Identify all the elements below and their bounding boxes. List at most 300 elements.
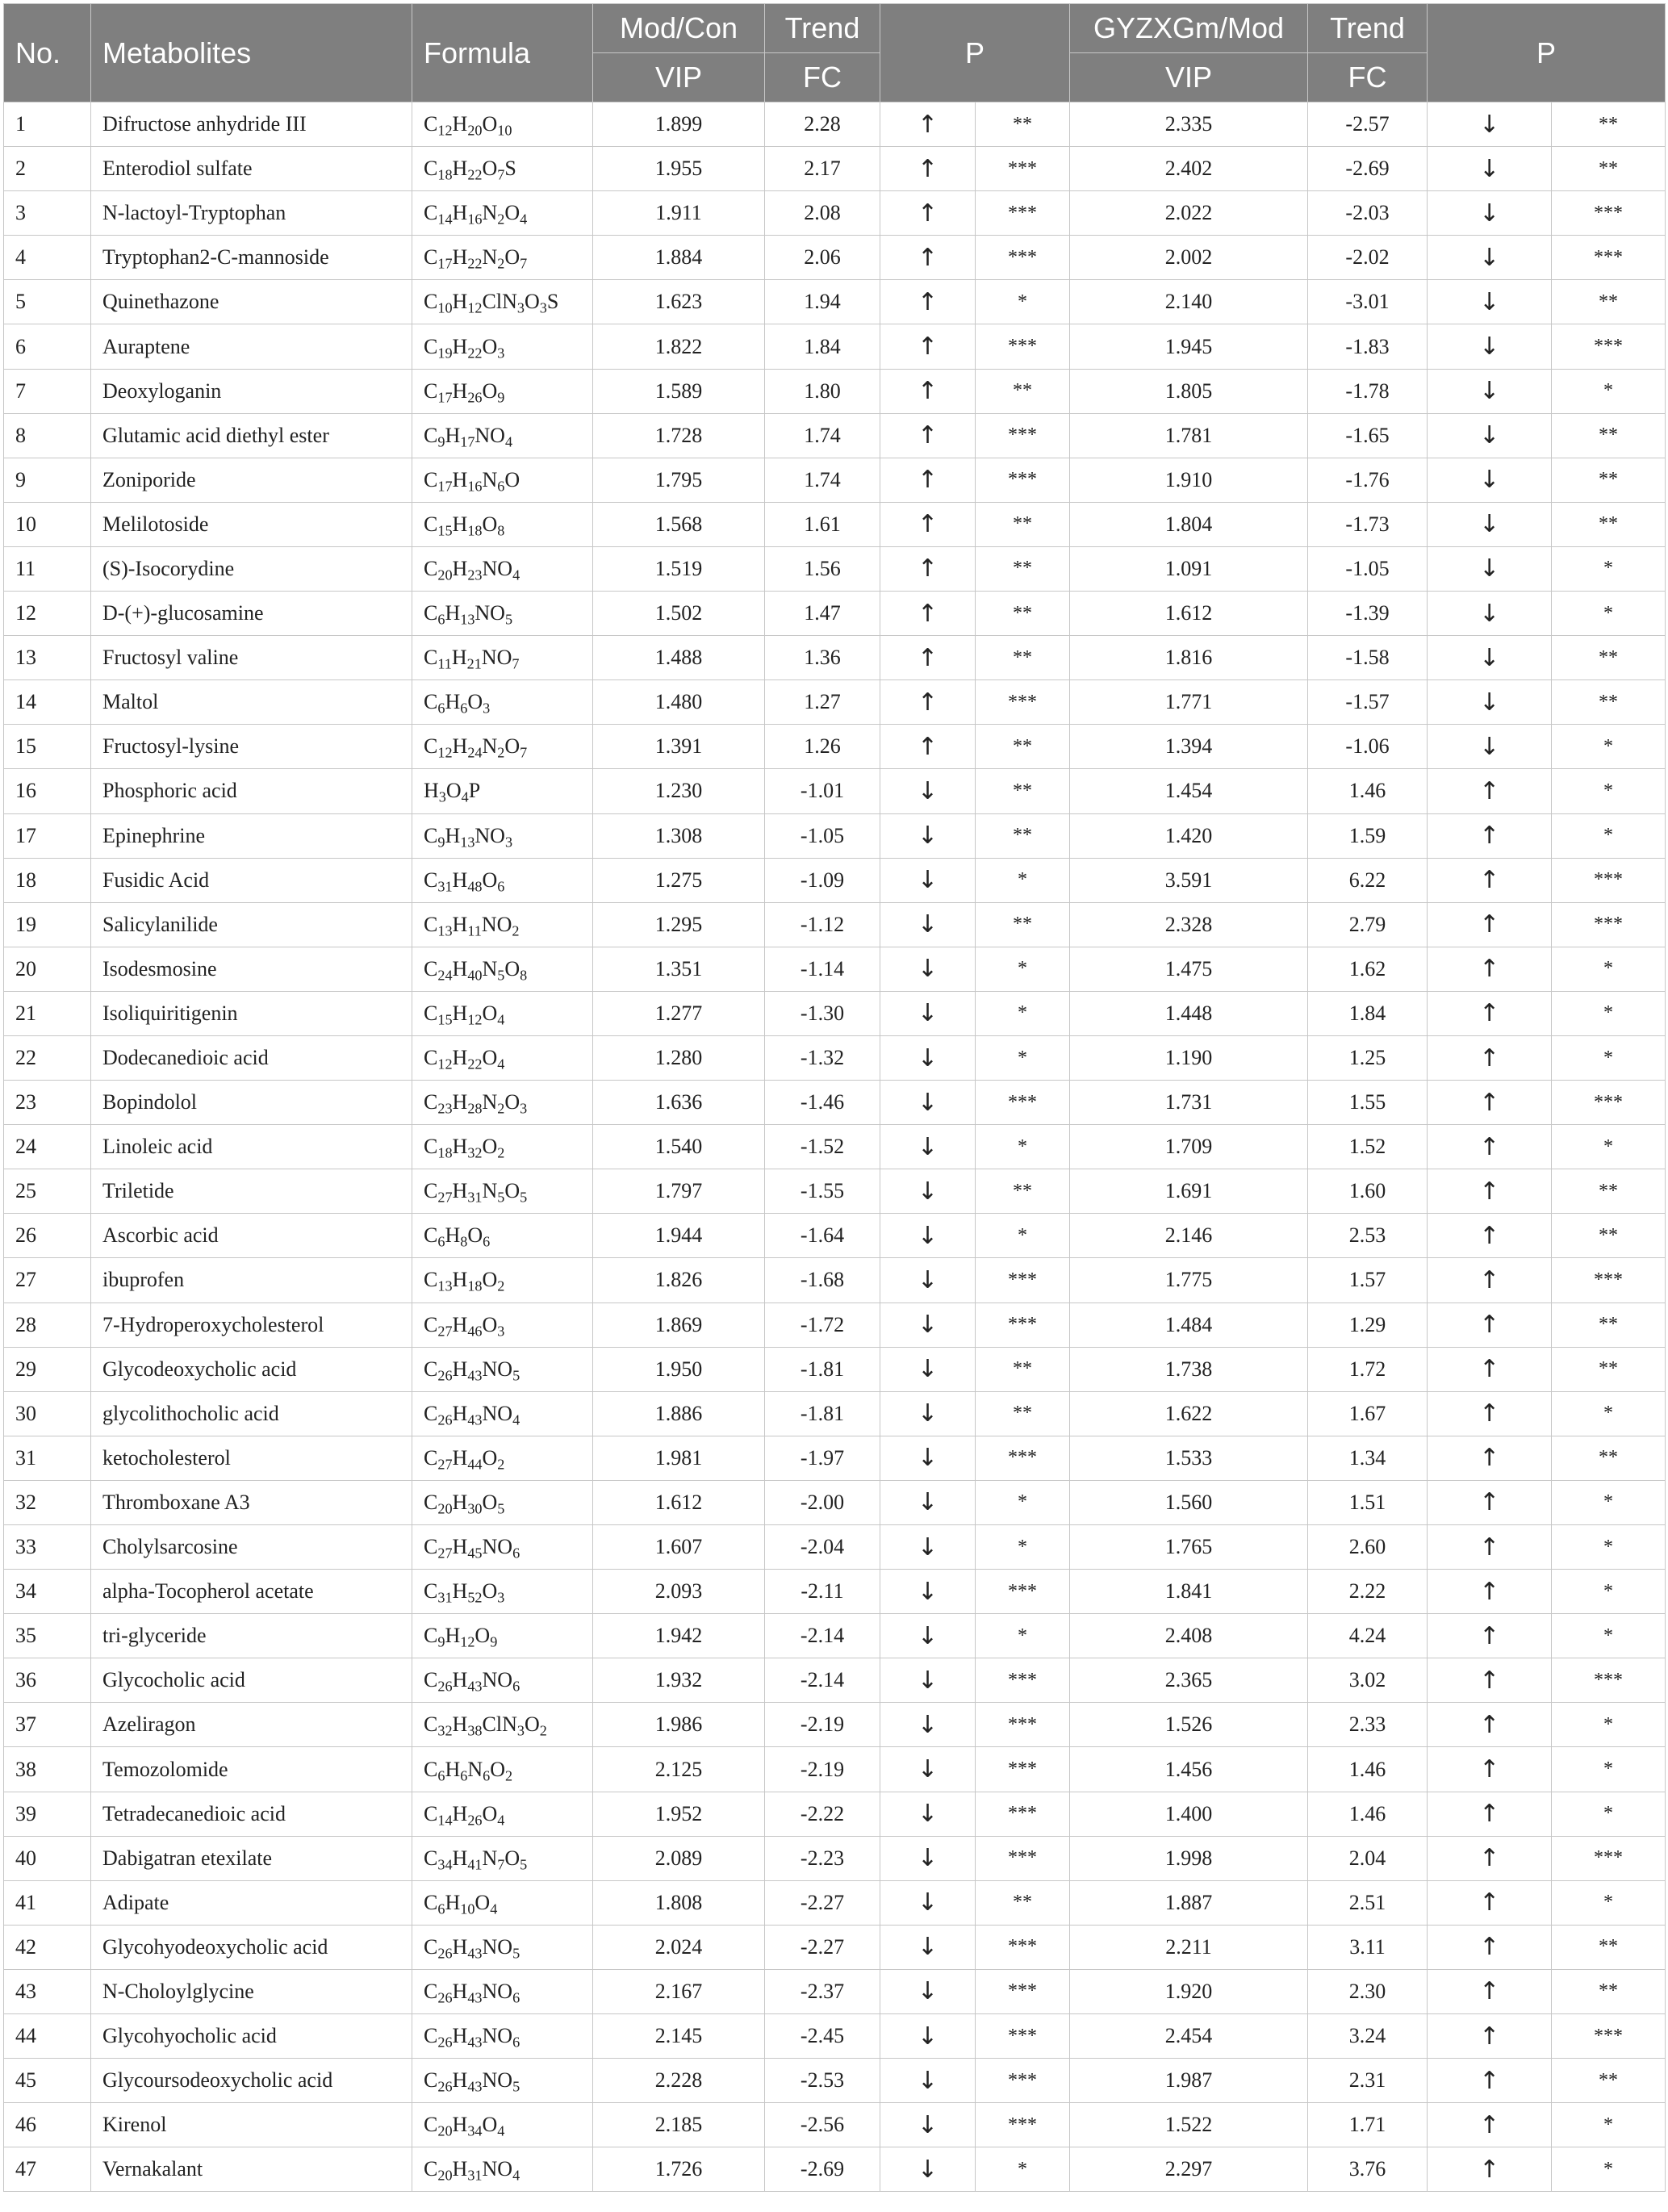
cell-no: 10 [4, 502, 91, 546]
cell-vip-gyzxgm-mod: 1.887 [1070, 1880, 1308, 1925]
cell-fc-mod-con: -1.46 [765, 1081, 880, 1125]
cell-trend-mod-con: ↓ [880, 1480, 976, 1524]
cell-vip-mod-con: 1.280 [593, 1035, 765, 1080]
cell-vip-mod-con: 2.089 [593, 1836, 765, 1880]
cell-p-gyzxgm-mod: ** [1552, 680, 1666, 725]
cell-formula: $C_9H_{13}NO_3$ [412, 813, 593, 858]
cell-trend-mod-con: ↑ [880, 636, 976, 680]
cell-formula: $C_{15}H_{18}O_8$ [412, 502, 593, 546]
cell-trend-gyzxgm-mod: ↑ [1428, 1169, 1552, 1214]
cell-metabolite-name: Linoleic acid [91, 1125, 412, 1169]
cell-fc-gyzxgm-mod: 1.55 [1308, 1081, 1428, 1125]
cell-metabolite-name: Ascorbic acid [91, 1214, 412, 1258]
cell-p-mod-con: *** [976, 1081, 1070, 1125]
cell-fc-mod-con: 1.27 [765, 680, 880, 725]
cell-p-gyzxgm-mod: ** [1552, 1347, 1666, 1391]
cell-formula: $C_{24}H_{40}N_5O_8$ [412, 947, 593, 991]
table-row [4, 413, 1666, 458]
cell-vip-gyzxgm-mod: 1.771 [1070, 680, 1308, 725]
cell-p-mod-con: ** [976, 769, 1070, 813]
cell-no: 6 [4, 324, 91, 369]
cell-fc-mod-con: -2.11 [765, 1570, 880, 1614]
cell-p-gyzxgm-mod: ** [1552, 1925, 1666, 1969]
cell-trend-mod-con: ↓ [880, 1436, 976, 1480]
cell-trend-gyzxgm-mod: ↓ [1428, 324, 1552, 369]
cell-no: 18 [4, 858, 91, 902]
cell-fc-gyzxgm-mod: 1.25 [1308, 1035, 1428, 1080]
cell-formula: $C_{17}H_{22}N_2O_7$ [412, 236, 593, 280]
cell-vip-gyzxgm-mod: 1.738 [1070, 1347, 1308, 1391]
cell-trend-mod-con: ↓ [880, 1658, 976, 1703]
cell-fc-mod-con: 1.74 [765, 413, 880, 458]
cell-metabolite-name: ketocholesterol [91, 1436, 412, 1480]
cell-trend-gyzxgm-mod: ↓ [1428, 458, 1552, 502]
cell-fc-mod-con: 1.84 [765, 324, 880, 369]
cell-metabolite-name: Bopindolol [91, 1081, 412, 1125]
cell-trend-gyzxgm-mod: ↓ [1428, 236, 1552, 280]
cell-vip-mod-con: 1.351 [593, 947, 765, 991]
cell-p-gyzxgm-mod: * [1552, 369, 1666, 413]
cell-p-mod-con: *** [976, 1836, 1070, 1880]
table-row [4, 1303, 1666, 1347]
cell-fc-gyzxgm-mod: 3.02 [1308, 1658, 1428, 1703]
cell-fc-mod-con: -1.30 [765, 991, 880, 1035]
cell-fc-gyzxgm-mod: 2.30 [1308, 1969, 1428, 2013]
cell-vip-gyzxgm-mod: 1.526 [1070, 1703, 1308, 1747]
cell-trend-mod-con: ↑ [880, 725, 976, 769]
cell-formula: $C_6H_{13}NO_5$ [412, 592, 593, 636]
cell-vip-mod-con: 1.568 [593, 502, 765, 546]
cell-fc-mod-con: 2.17 [765, 147, 880, 191]
cell-fc-gyzxgm-mod: 1.29 [1308, 1303, 1428, 1347]
cell-vip-mod-con: 1.295 [593, 902, 765, 947]
cell-vip-gyzxgm-mod: 1.709 [1070, 1125, 1308, 1169]
cell-no: 9 [4, 458, 91, 502]
cell-metabolite-name: alpha-Tocopherol acetate [91, 1570, 412, 1614]
cell-p-gyzxgm-mod: ** [1552, 458, 1666, 502]
cell-no: 12 [4, 592, 91, 636]
cell-trend-gyzxgm-mod: ↓ [1428, 680, 1552, 725]
cell-vip-mod-con: 1.502 [593, 592, 765, 636]
cell-fc-mod-con: -2.00 [765, 1480, 880, 1524]
cell-metabolite-name: glycolithocholic acid [91, 1391, 412, 1436]
cell-metabolite-name: Adipate [91, 1880, 412, 1925]
cell-fc-mod-con: -2.45 [765, 2014, 880, 2059]
cell-trend-mod-con: ↑ [880, 236, 976, 280]
cell-fc-mod-con: 1.94 [765, 280, 880, 324]
metabolite-table [3, 3, 1666, 2192]
cell-fc-gyzxgm-mod: -1.65 [1308, 413, 1428, 458]
table-row [4, 680, 1666, 725]
cell-trend-gyzxgm-mod: ↑ [1428, 769, 1552, 813]
cell-trend-gyzxgm-mod: ↑ [1428, 1880, 1552, 1925]
cell-trend-gyzxgm-mod: ↑ [1428, 2014, 1552, 2059]
cell-vip-gyzxgm-mod: 1.987 [1070, 2059, 1308, 2103]
cell-vip-mod-con: 1.607 [593, 1525, 765, 1570]
table-row [4, 1125, 1666, 1169]
cell-fc-mod-con: -2.56 [765, 2103, 880, 2147]
cell-vip-gyzxgm-mod: 1.475 [1070, 947, 1308, 991]
cell-p-gyzxgm-mod: * [1552, 991, 1666, 1035]
cell-formula: $C_{10}H_{12}ClN_3O_3S$ [412, 280, 593, 324]
cell-trend-mod-con: ↓ [880, 813, 976, 858]
cell-formula: $C_6H_8O_6$ [412, 1214, 593, 1258]
cell-vip-mod-con: 1.277 [593, 991, 765, 1035]
cell-fc-mod-con: -1.09 [765, 858, 880, 902]
cell-fc-mod-con: -2.14 [765, 1658, 880, 1703]
cell-trend-mod-con: ↓ [880, 1035, 976, 1080]
cell-metabolite-name: Epinephrine [91, 813, 412, 858]
cell-formula: $C_{20}H_{34}O_4$ [412, 2103, 593, 2147]
table-row [4, 1214, 1666, 1258]
cell-trend-gyzxgm-mod: ↑ [1428, 991, 1552, 1035]
table-row [4, 1792, 1666, 1836]
cell-p-mod-con: *** [976, 1925, 1070, 1969]
cell-vip-gyzxgm-mod: 1.765 [1070, 1525, 1308, 1570]
cell-formula: $C_{26}H_{43}NO_6$ [412, 1658, 593, 1703]
cell-metabolite-name: D-(+)-glucosamine [91, 592, 412, 636]
cell-formula: $C_{26}H_{43}NO_6$ [412, 1969, 593, 2013]
cell-trend-mod-con: ↓ [880, 1570, 976, 1614]
cell-formula: $C_{12}H_{24}N_2O_7$ [412, 725, 593, 769]
cell-metabolite-name: Triletide [91, 1169, 412, 1214]
cell-vip-gyzxgm-mod: 2.002 [1070, 236, 1308, 280]
cell-p-gyzxgm-mod: * [1552, 1570, 1666, 1614]
cell-p-mod-con: * [976, 1480, 1070, 1524]
cell-p-gyzxgm-mod: * [1552, 1480, 1666, 1524]
cell-p-mod-con: *** [976, 1747, 1070, 1792]
cell-trend-mod-con: ↓ [880, 1792, 976, 1836]
cell-vip-mod-con: 1.275 [593, 858, 765, 902]
cell-vip-mod-con: 1.728 [593, 413, 765, 458]
cell-fc-mod-con: -2.37 [765, 1969, 880, 2013]
cell-vip-gyzxgm-mod: 2.140 [1070, 280, 1308, 324]
cell-fc-gyzxgm-mod: 2.22 [1308, 1570, 1428, 1614]
cell-formula: $C_{11}H_{21}NO_7$ [412, 636, 593, 680]
cell-formula: $C_{17}H_{26}O_9$ [412, 369, 593, 413]
cell-p-mod-con: * [976, 280, 1070, 324]
cell-vip-mod-con: 1.911 [593, 191, 765, 236]
cell-fc-mod-con: -1.64 [765, 1214, 880, 1258]
cell-vip-mod-con: 1.797 [593, 1169, 765, 1214]
cell-trend-mod-con: ↓ [880, 1258, 976, 1303]
cell-fc-gyzxgm-mod: 1.46 [1308, 769, 1428, 813]
cell-fc-gyzxgm-mod: 1.71 [1308, 2103, 1428, 2147]
cell-no: 32 [4, 1480, 91, 1524]
cell-p-gyzxgm-mod: ** [1552, 1969, 1666, 2013]
cell-vip-mod-con: 2.167 [593, 1969, 765, 2013]
cell-trend-gyzxgm-mod: ↑ [1428, 1258, 1552, 1303]
cell-formula: $C_{31}H_{48}O_6$ [412, 858, 593, 902]
cell-no: 13 [4, 636, 91, 680]
cell-fc-mod-con: -2.19 [765, 1703, 880, 1747]
cell-metabolite-name: ibuprofen [91, 1258, 412, 1303]
cell-trend-gyzxgm-mod: ↓ [1428, 502, 1552, 546]
cell-fc-mod-con: -2.14 [765, 1614, 880, 1658]
cell-trend-gyzxgm-mod: ↑ [1428, 1125, 1552, 1169]
cell-formula: $C_{14}H_{26}O_4$ [412, 1792, 593, 1836]
table-body [4, 102, 1666, 2192]
cell-vip-gyzxgm-mod: 1.091 [1070, 546, 1308, 591]
cell-p-mod-con: ** [976, 592, 1070, 636]
cell-trend-mod-con: ↑ [880, 546, 976, 591]
cell-fc-mod-con: -1.52 [765, 1125, 880, 1169]
cell-no: 46 [4, 2103, 91, 2147]
cell-metabolite-name: Dodecanedioic acid [91, 1035, 412, 1080]
metabolite-table-container [3, 3, 1665, 2192]
cell-trend-gyzxgm-mod: ↑ [1428, 1747, 1552, 1792]
cell-formula: $C_{27}H_{31}N_5O_5$ [412, 1169, 593, 1214]
cell-trend-mod-con: ↓ [880, 1969, 976, 2013]
cell-p-mod-con: * [976, 947, 1070, 991]
cell-p-mod-con: ** [976, 1391, 1070, 1436]
cell-formula: $C_{27}H_{45}NO_6$ [412, 1525, 593, 1570]
table-row [4, 147, 1666, 191]
cell-metabolite-name: Kirenol [91, 2103, 412, 2147]
cell-trend-gyzxgm-mod: ↓ [1428, 413, 1552, 458]
cell-trend-mod-con: ↓ [880, 1880, 976, 1925]
table-row [4, 1035, 1666, 1080]
cell-vip-gyzxgm-mod: 1.910 [1070, 458, 1308, 502]
table-row [4, 1747, 1666, 1792]
cell-trend-gyzxgm-mod: ↓ [1428, 636, 1552, 680]
cell-trend-mod-con: ↓ [880, 1125, 976, 1169]
header-trend-2: Trend [1308, 4, 1428, 53]
cell-metabolite-name: Isodesmosine [91, 947, 412, 991]
cell-trend-mod-con: ↓ [880, 902, 976, 947]
cell-trend-gyzxgm-mod: ↑ [1428, 1525, 1552, 1570]
cell-metabolite-name: Glutamic acid diethyl ester [91, 413, 412, 458]
cell-p-gyzxgm-mod: ** [1552, 1303, 1666, 1347]
cell-p-gyzxgm-mod: ** [1552, 1436, 1666, 1480]
cell-p-gyzxgm-mod: ** [1552, 280, 1666, 324]
cell-fc-gyzxgm-mod: -3.01 [1308, 280, 1428, 324]
cell-vip-gyzxgm-mod: 1.816 [1070, 636, 1308, 680]
cell-metabolite-name: Cholylsarcosine [91, 1525, 412, 1570]
cell-no: 24 [4, 1125, 91, 1169]
cell-vip-mod-con: 1.480 [593, 680, 765, 725]
cell-trend-mod-con: ↓ [880, 2014, 976, 2059]
cell-fc-mod-con: -1.05 [765, 813, 880, 858]
cell-formula: $C_{17}H_{16}N_6O$ [412, 458, 593, 502]
cell-no: 38 [4, 1747, 91, 1792]
cell-formula: $C_{18}H_{32}O_2$ [412, 1125, 593, 1169]
cell-fc-gyzxgm-mod: -1.76 [1308, 458, 1428, 502]
cell-formula: $C_{27}H_{44}O_2$ [412, 1436, 593, 1480]
cell-vip-gyzxgm-mod: 1.420 [1070, 813, 1308, 858]
cell-vip-gyzxgm-mod: 1.484 [1070, 1303, 1308, 1347]
cell-no: 3 [4, 191, 91, 236]
cell-no: 42 [4, 1925, 91, 1969]
cell-vip-gyzxgm-mod: 1.394 [1070, 725, 1308, 769]
table-row [4, 2103, 1666, 2147]
cell-metabolite-name: Isoliquiritigenin [91, 991, 412, 1035]
table-row [4, 1347, 1666, 1391]
table-row [4, 280, 1666, 324]
cell-fc-gyzxgm-mod: -1.57 [1308, 680, 1428, 725]
cell-trend-gyzxgm-mod: ↑ [1428, 1081, 1552, 1125]
cell-fc-mod-con: -1.01 [765, 769, 880, 813]
cell-p-mod-con: ** [976, 502, 1070, 546]
cell-fc-mod-con: -2.23 [765, 1836, 880, 1880]
cell-trend-mod-con: ↓ [880, 2147, 976, 2192]
cell-trend-mod-con: ↑ [880, 280, 976, 324]
cell-trend-gyzxgm-mod: ↑ [1428, 813, 1552, 858]
cell-no: 34 [4, 1570, 91, 1614]
cell-trend-mod-con: ↑ [880, 502, 976, 546]
cell-fc-gyzxgm-mod: 1.52 [1308, 1125, 1428, 1169]
cell-p-gyzxgm-mod: ** [1552, 1214, 1666, 1258]
cell-p-mod-con: ** [976, 636, 1070, 680]
cell-trend-mod-con: ↑ [880, 413, 976, 458]
cell-trend-mod-con: ↑ [880, 191, 976, 236]
cell-fc-gyzxgm-mod: 1.59 [1308, 813, 1428, 858]
cell-p-mod-con: ** [976, 369, 1070, 413]
cell-vip-gyzxgm-mod: 2.022 [1070, 191, 1308, 236]
cell-trend-mod-con: ↓ [880, 858, 976, 902]
table-row [4, 636, 1666, 680]
cell-metabolite-name: Fructosyl valine [91, 636, 412, 680]
cell-fc-mod-con: 1.74 [765, 458, 880, 502]
cell-formula: $C_6H_{10}O_4$ [412, 1880, 593, 1925]
table-row [4, 1614, 1666, 1658]
cell-trend-mod-con: ↓ [880, 1214, 976, 1258]
table-row [4, 1570, 1666, 1614]
cell-fc-gyzxgm-mod: 6.22 [1308, 858, 1428, 902]
cell-vip-mod-con: 1.308 [593, 813, 765, 858]
cell-p-mod-con: ** [976, 813, 1070, 858]
cell-vip-gyzxgm-mod: 2.454 [1070, 2014, 1308, 2059]
cell-p-mod-con: ** [976, 1347, 1070, 1391]
cell-fc-mod-con: -2.27 [765, 1925, 880, 1969]
cell-metabolite-name: Tryptophan2-C-mannoside [91, 236, 412, 280]
cell-vip-mod-con: 1.886 [593, 1391, 765, 1436]
cell-metabolite-name: Glycohyodeoxycholic acid [91, 1925, 412, 1969]
cell-metabolite-name: Phosphoric acid [91, 769, 412, 813]
table-row [4, 369, 1666, 413]
cell-vip-gyzxgm-mod: 2.328 [1070, 902, 1308, 947]
cell-no: 1 [4, 102, 91, 147]
cell-p-mod-con: *** [976, 2103, 1070, 2147]
cell-trend-gyzxgm-mod: ↑ [1428, 1303, 1552, 1347]
cell-no: 36 [4, 1658, 91, 1703]
cell-no: 37 [4, 1703, 91, 1747]
cell-trend-mod-con: ↓ [880, 1614, 976, 1658]
cell-fc-gyzxgm-mod: 1.46 [1308, 1747, 1428, 1792]
cell-vip-gyzxgm-mod: 1.920 [1070, 1969, 1308, 2013]
cell-no: 44 [4, 2014, 91, 2059]
header-fc-1: FC [765, 53, 880, 102]
cell-p-gyzxgm-mod: *** [1552, 1836, 1666, 1880]
table-row [4, 592, 1666, 636]
table-row [4, 191, 1666, 236]
table-row [4, 2014, 1666, 2059]
cell-trend-gyzxgm-mod: ↑ [1428, 902, 1552, 947]
cell-no: 45 [4, 2059, 91, 2103]
cell-p-gyzxgm-mod: * [1552, 1703, 1666, 1747]
cell-p-gyzxgm-mod: ** [1552, 413, 1666, 458]
table-row [4, 725, 1666, 769]
cell-p-mod-con: *** [976, 1258, 1070, 1303]
cell-fc-mod-con: 2.08 [765, 191, 880, 236]
cell-p-gyzxgm-mod: * [1552, 769, 1666, 813]
cell-vip-mod-con: 1.636 [593, 1081, 765, 1125]
cell-trend-mod-con: ↓ [880, 947, 976, 991]
cell-formula: $C_{26}H_{43}NO_5$ [412, 1925, 593, 1969]
cell-trend-mod-con: ↑ [880, 592, 976, 636]
header-metabolites: Metabolites [91, 4, 412, 102]
cell-p-gyzxgm-mod: * [1552, 1747, 1666, 1792]
cell-formula: $C_{26}H_{43}NO_4$ [412, 1391, 593, 1436]
cell-fc-mod-con: -1.68 [765, 1258, 880, 1303]
cell-vip-mod-con: 1.944 [593, 1214, 765, 1258]
table-row [4, 324, 1666, 369]
cell-p-mod-con: * [976, 1614, 1070, 1658]
cell-p-mod-con: *** [976, 1303, 1070, 1347]
cell-trend-gyzxgm-mod: ↑ [1428, 1391, 1552, 1436]
cell-fc-gyzxgm-mod: -1.58 [1308, 636, 1428, 680]
cell-trend-mod-con: ↓ [880, 1525, 976, 1570]
cell-metabolite-name: Glycohyocholic acid [91, 2014, 412, 2059]
cell-fc-gyzxgm-mod: 1.51 [1308, 1480, 1428, 1524]
cell-p-gyzxgm-mod: *** [1552, 2014, 1666, 2059]
cell-p-mod-con: *** [976, 236, 1070, 280]
header-no: No. [4, 4, 91, 102]
cell-fc-gyzxgm-mod: -1.39 [1308, 592, 1428, 636]
cell-p-gyzxgm-mod: * [1552, 2147, 1666, 2192]
cell-formula: $C_{31}H_{52}O_3$ [412, 1570, 593, 1614]
cell-fc-gyzxgm-mod: 2.04 [1308, 1836, 1428, 1880]
cell-trend-mod-con: ↓ [880, 991, 976, 1035]
cell-vip-gyzxgm-mod: 1.622 [1070, 1391, 1308, 1436]
cell-trend-gyzxgm-mod: ↑ [1428, 1347, 1552, 1391]
cell-fc-gyzxgm-mod: 4.24 [1308, 1614, 1428, 1658]
table-row [4, 1925, 1666, 1969]
cell-formula: $C_{32}H_{38}ClN_3O_2$ [412, 1703, 593, 1747]
cell-metabolite-name: Thromboxane A3 [91, 1480, 412, 1524]
table-header [4, 4, 1666, 102]
cell-fc-mod-con: 1.56 [765, 546, 880, 591]
table-row [4, 991, 1666, 1035]
table-row [4, 1169, 1666, 1214]
table-row [4, 1436, 1666, 1480]
cell-fc-mod-con: -1.55 [765, 1169, 880, 1214]
cell-formula: $C_6H_6N_6O_2$ [412, 1747, 593, 1792]
cell-formula: $H_3O_4P$ [412, 769, 593, 813]
cell-fc-mod-con: 2.06 [765, 236, 880, 280]
cell-formula: $C_{26}H_{43}NO_5$ [412, 2059, 593, 2103]
table-row [4, 1391, 1666, 1436]
cell-metabolite-name: Melilotoside [91, 502, 412, 546]
cell-metabolite-name: Enterodiol sulfate [91, 147, 412, 191]
table-row [4, 947, 1666, 991]
cell-vip-gyzxgm-mod: 2.211 [1070, 1925, 1308, 1969]
table-row [4, 502, 1666, 546]
cell-p-gyzxgm-mod: * [1552, 1614, 1666, 1658]
cell-no: 21 [4, 991, 91, 1035]
cell-formula: $C_{34}H_{41}N_7O_5$ [412, 1836, 593, 1880]
cell-p-mod-con: *** [976, 413, 1070, 458]
cell-vip-mod-con: 1.826 [593, 1258, 765, 1303]
cell-formula: $C_{12}H_{20}O_{10}$ [412, 102, 593, 147]
cell-no: 17 [4, 813, 91, 858]
cell-vip-mod-con: 1.986 [593, 1703, 765, 1747]
cell-no: 25 [4, 1169, 91, 1214]
cell-trend-mod-con: ↑ [880, 147, 976, 191]
cell-no: 31 [4, 1436, 91, 1480]
cell-vip-mod-con: 1.981 [593, 1436, 765, 1480]
cell-no: 22 [4, 1035, 91, 1080]
